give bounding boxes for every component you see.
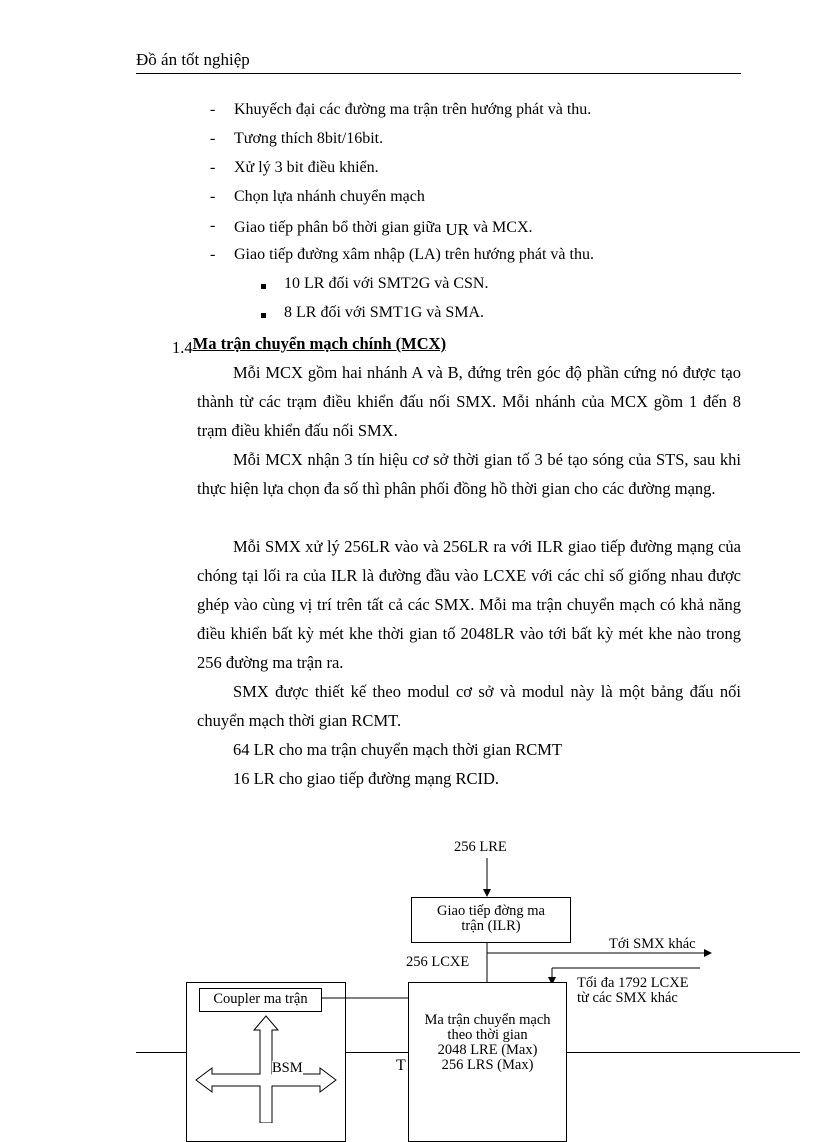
text-line: 16 LR cho giao tiếp đường mạng RCID. — [233, 769, 500, 788]
footer-text-fragment: T — [396, 1057, 406, 1074]
paragraph: Mỗi SMX xử lý 256LR vào và 256LR ra với ILR giao tiếp đường mạng của chóng tại lối ra của ILR là đường đầu vào LCXE với các chỉ số giống nhau được ghép vào cùng vị trí trên tất cả các SMX. Mỗi ma trận chuyển mạch có khả năng điều khiển bất kỳ mét khe thời gian tố 2048LR vào tới bất kỳ mét khe nào trong 256 đường ma trận ra. — [197, 537, 741, 672]
ur-term: UR — [445, 220, 469, 239]
ilr-box: Giao tiếp đờng ma trận (ILR) — [411, 897, 571, 943]
input-label: 256 LRE — [454, 839, 507, 855]
coupler-box: Coupler ma trận — [199, 988, 322, 1012]
matrix-box: Ma trận chuyển mạch theo thời gian 2048 LRE (Max) 256 LRS (Max) — [408, 982, 567, 1142]
section-title: Ma trận chuyển mạch chính (MCX) — [192, 334, 447, 353]
page-header-title: Đồ án tốt nghiệp — [136, 50, 250, 69]
footer-rule — [136, 1052, 186, 1053]
from-other-smx-label: Tối đa 1792 LCXE — [577, 975, 689, 991]
paragraph: SMX được thiết kế theo modul cơ sở và modul này là một bảng đấu nối chuyển mạch thời gian RCMT. — [197, 682, 741, 730]
footer-rule — [346, 1052, 408, 1053]
to-other-smx-label: Tới SMX khác — [609, 936, 696, 952]
from-other-smx-label: từ các SMX khác — [577, 990, 678, 1006]
lcxe-label: 256 LCXE — [406, 954, 470, 970]
paragraph: Mỗi MCX nhận 3 tín hiệu cơ sở thời gian tố 3 bé tạo sóng của STS, sau khi thực hiện lựa chọn đa số thì phân phối đồng hồ thời gian cho các đường mạng. — [197, 450, 741, 498]
bsm-label: BSM — [272, 1060, 303, 1076]
footer-rule — [567, 1052, 800, 1053]
paragraph: Mỗi MCX gồm hai nhánh A và B, đứng trên góc độ phần cứng nó được tạo thành từ các trạm điều khiển đấu nối SMX. Mỗi nhánh của MCX gồm 1 đến 8 trạm điều khiển đấu nối SMX. — [197, 363, 741, 440]
section-number: 1.4 — [172, 338, 193, 357]
text-line: 64 LR cho ma trận chuyển mạch thời gian RCMT — [233, 740, 563, 759]
